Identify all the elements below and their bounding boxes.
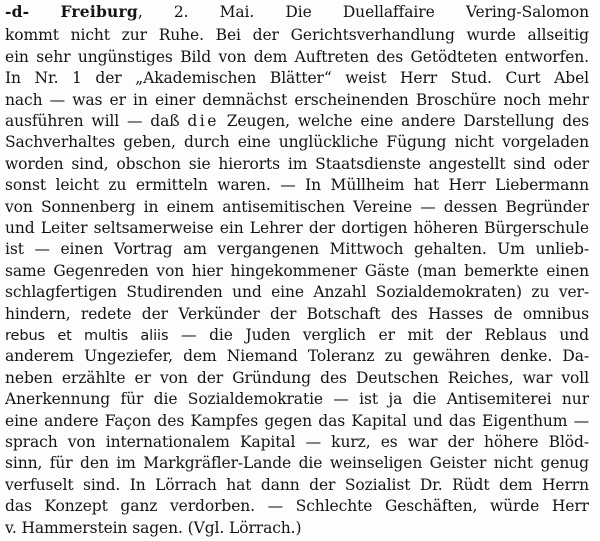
article-line-text: Die Duellaffaire Vering-Salomon: [285, 3, 589, 21]
article-line-text: ist — einen Vortrag am vergangenen Mittwoch gehalten. Um unlieb-: [5, 240, 589, 259]
article-line-text: same Gegenreden von hier hingekommener Gäste (man bemerkte einen: [5, 261, 589, 280]
article-line: [5, 45, 589, 69]
article-line-text: sinn, für den im Markgräfler-Lande die weinseligen Geister nicht genug: [5, 454, 589, 473]
article-line: [5, 409, 589, 433]
article-line-text: verfuselt sind. In Lörrach hat dann der Sozialist Dr. Rüdt dem Herrn: [5, 475, 589, 494]
article-line: [5, 280, 589, 304]
article-line: [5, 195, 589, 219]
article-line-text: hindern, redete der Verkünder der Botschaft des Hasses de omnibus: [5, 304, 589, 323]
article-line: [5, 173, 589, 197]
article-line: [5, 430, 589, 454]
article-line-text: nach — was er in einer demnächst erscheinenden Broschüre noch mehr: [5, 90, 589, 109]
article-line: [5, 88, 589, 112]
article-line-text: Anerkennung für die Sozialdemokratie — ist ja die Antisemiterei nur: [5, 390, 589, 409]
article-line-text: das Konzept ganz verdorben. — Schlechte Geschäften, würde Herr: [5, 497, 589, 516]
article-line-text: sonst leicht zu ermitteln waren. — In Müllheim hat Herr Liebermann: [5, 176, 589, 195]
article-line-text: — die Juden verglich er mit der Reblaus und: [168, 326, 589, 344]
article-line-text: neben erzählte er von der Gründung des Deutschen Reiches, war voll: [5, 368, 589, 387]
article-line: [5, 473, 589, 497]
article-line: [5, 494, 589, 518]
article-line-text: ein sehr ungünstiges Bild von dem Auftreten des Getödteten entworfen.: [5, 47, 589, 66]
article-line: [5, 216, 589, 240]
article-line: [5, 0, 589, 24]
article-line-text: schlagfertigen Studirenden und eine Anzahl Sozialdemokraten) zu ver-: [5, 283, 589, 302]
article-line: [5, 130, 589, 154]
article-line-text: ausführen will — daß: [5, 112, 188, 130]
article-line: [5, 66, 589, 90]
article-line: [5, 344, 589, 368]
article-line-text: sprach von internationalem Kapital — kurz, es war der höhere Blöd-: [5, 433, 589, 451]
article-line-text: worden sind, obschon sie hierorts im Staatsdienste angestellt sind oder: [5, 154, 589, 173]
article-line: [5, 109, 589, 133]
article-line-text: v. Hammerstein sagen. (Vgl. Lörrach.): [5, 518, 302, 537]
latin-phrase: rebus et multis aliis: [5, 328, 169, 344]
article-line: [5, 237, 589, 261]
dateline-place: Freiburg: [60, 2, 138, 21]
article-line: [5, 302, 589, 326]
article-line: [5, 516, 589, 540]
article-line-text: Sachverhaltes geben, durch eine unglückliche Fügung nicht vorgeladen: [5, 133, 589, 152]
article-line-text: und Leiter seltsamerweise ein Lehrer der dortigen höheren Bürgerschule: [5, 219, 589, 237]
article-line-text: In Nr. 1 der „Akademischen Blätter“ weist Herr Stud. Curt Abel: [5, 69, 589, 88]
dateline-date: 2. Mai.: [173, 3, 255, 21]
article-line: [5, 152, 589, 176]
article-line: [5, 259, 589, 283]
article-line-text: anderem Ungeziefer, dem Niemand Toleranz zu gewähren denke. Da-: [5, 347, 589, 366]
article-line: [5, 387, 589, 411]
article-line: [5, 323, 589, 347]
article-line-text: kommt nicht zur Ruhe. Bei der Gerichtsverhandlung wurde allseitig: [5, 26, 589, 45]
article-line: [5, 23, 589, 47]
article-line-text: eine andere Façon des Kampfes gegen das Kapital und das Eigenthum —: [5, 411, 589, 430]
dateline-mark: -d-: [5, 2, 30, 21]
dateline-comma: ,: [137, 3, 143, 21]
article-line: [5, 451, 589, 475]
emphasized-word: die: [187, 112, 219, 130]
article-line-text: von Sonnenberg in einem antisemitischen Vereine — dessen Begründer: [5, 197, 589, 216]
article-line: [5, 366, 589, 390]
article-line-text: Zeugen, welche eine andere Darstellung des: [218, 112, 589, 130]
